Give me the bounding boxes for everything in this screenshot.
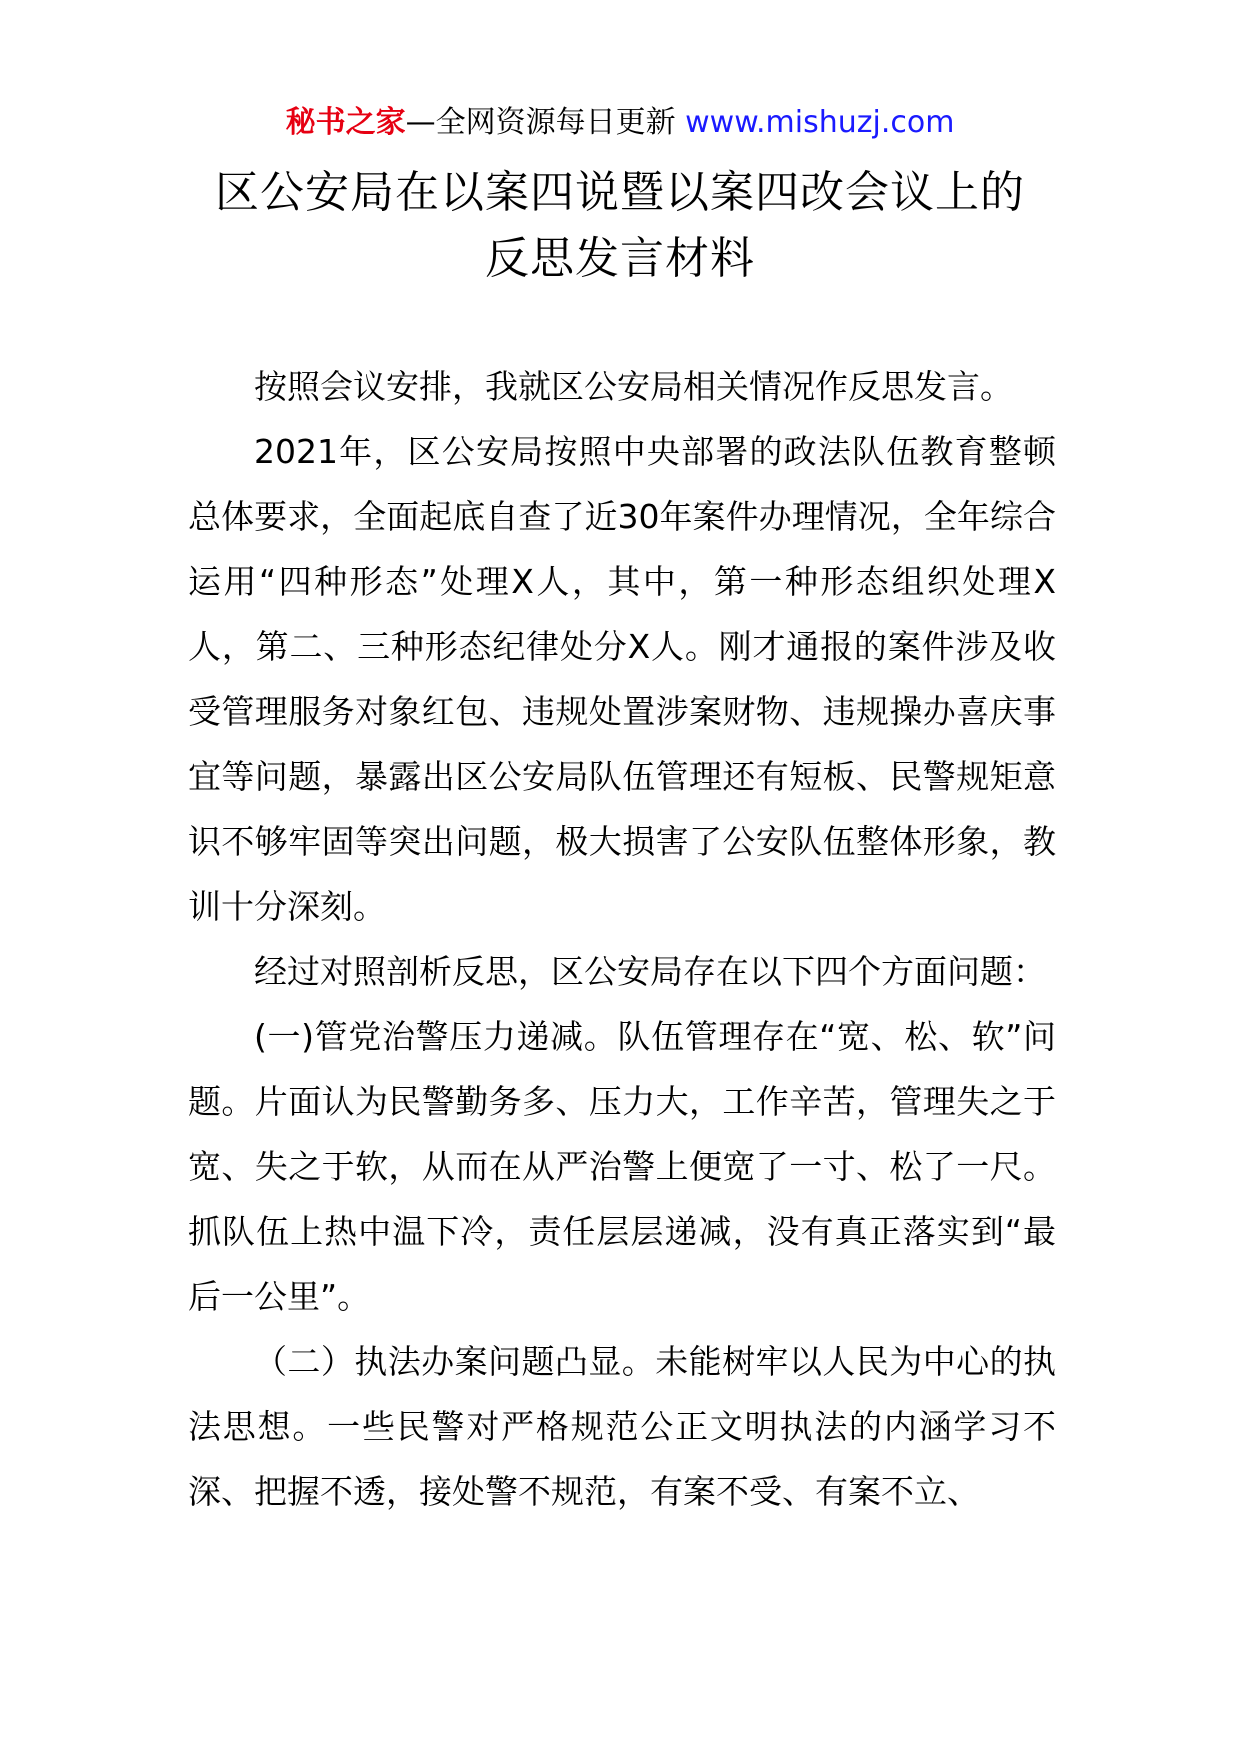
paragraph-intro: 按照会议安排，我就区公安局相关情况作反思发言。 (254, 367, 1013, 406)
document-body (188, 354, 1056, 1524)
paragraph-problem-1: (一)管党治警压力递减。队伍管理存在“宽、松、软”问题。片面认为民警勤务多、压力大，工作辛苦，管理失之于宽、失之于软，从而在从严治警上便宽了一寸、松了一尺。抓队伍上热中温下冷，责任层层递减，没有真正落实到“最后一公里”。 (188, 1017, 1056, 1316)
brand-name: 秘书之家 (285, 105, 406, 140)
paragraph-problems-lead: 经过对照剖析反思，区公安局存在以下四个方面问题： (254, 952, 1046, 991)
watermark-header (0, 100, 1240, 146)
website-link[interactable]: www.mishuzj.com (685, 105, 955, 140)
title-line-2: 反思发言材料 (485, 233, 755, 284)
document-title (0, 160, 1240, 292)
paragraph-overview: 2021年，区公安局按照中央部署的政法队伍教育整顿总体要求，全面起底自查了近30年案件办理情况，全年综合运用“四种形态”处理X人，其中，第一种形态组织处理X人，第二、三种形态纪律处分X人。刚才通报的案件涉及收受管理服务对象红包、违规处置涉案财物、违规操办喜庆事宜等问题，暴露出区公安局队伍管理还有短板、民警规矩意识不够牢固等突出问题，极大损害了公安队伍整体形象，教训十分深刻。 (188, 432, 1056, 926)
header-tagline: —全网资源每日更新 (405, 105, 686, 140)
paragraph-problem-2: （二）执法办案问题凸显。未能树牢以人民为中心的执法思想。一些民警对严格规范公正文明执法的内涵学习不深、把握不透，接处警不规范，有案不受、有案不立、 (188, 1342, 1056, 1511)
title-line-1: 区公安局在以案四说暨以案四改会议上的 (215, 167, 1025, 218)
